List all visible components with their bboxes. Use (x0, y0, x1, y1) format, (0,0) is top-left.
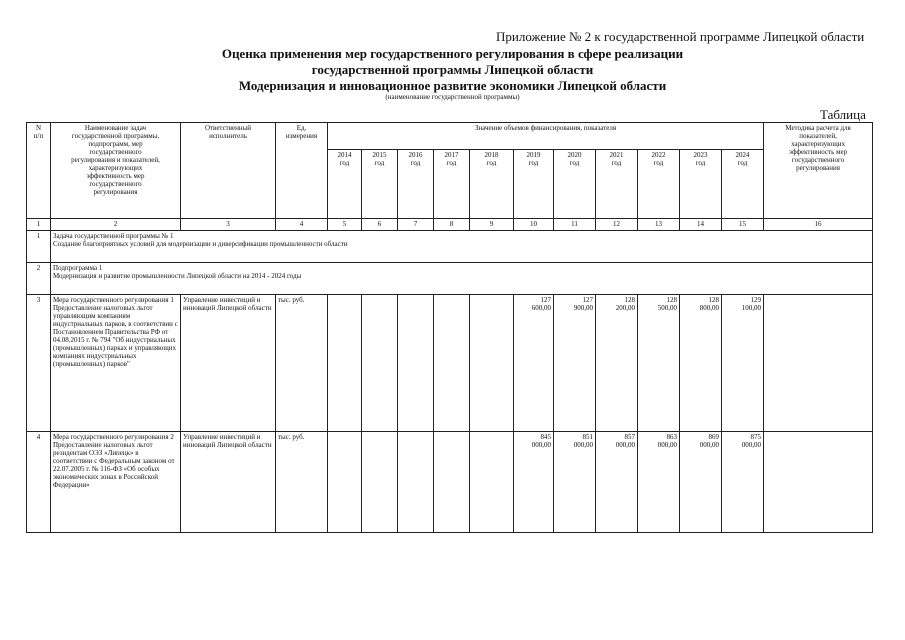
document-title-line-1: Оценка применения мер государственного регулирования в сфере реализации (221, 46, 684, 61)
col-number: 10 (514, 219, 554, 231)
value-2024: 875 000,00 (722, 432, 764, 533)
value-2016 (398, 432, 434, 533)
value-2024: 129 100,00 (722, 295, 764, 432)
year-2021: 2021 год (596, 150, 638, 219)
unit-of-measure: тыс. руб. (276, 432, 328, 533)
table-row (27, 263, 873, 295)
value-2015 (362, 295, 398, 432)
year-2019: 2019 год (514, 150, 554, 219)
col-number: 2 (51, 219, 181, 231)
value-2017 (434, 432, 470, 533)
value-2022: 863 000,00 (638, 432, 680, 533)
col-number: 16 (764, 219, 873, 231)
year-2024: 2024 год (722, 150, 764, 219)
value-2014 (328, 295, 362, 432)
year-2014: 2014 год (328, 150, 362, 219)
col-number: 13 (638, 219, 680, 231)
value-2020: 851 000,00 (554, 432, 596, 533)
year-2018: 2018 год (470, 150, 514, 219)
year-2022: 2022 год (638, 150, 680, 219)
col-number: 12 (596, 219, 638, 231)
program-name: Модернизация и инновационное развитие экономики Липецкой области (238, 78, 667, 93)
subprogram-section-text: Подпрограмма 1 Модернизация и развитие промышленности Липецкой области на 2014 - 2024 годы (51, 263, 873, 295)
col-header-name: Наименование задач государственной программы, подпрограмм, мер государственного регулирования и показателей, характеризующих эффективность мер государственного регулирования (51, 123, 181, 219)
col-number: 7 (398, 219, 434, 231)
row-number: 1 (27, 231, 51, 263)
measure-name: Мера государственного регулирования 2 Предоставление налоговых льгот резидентам ОЭЗ «Липецк» в соответствии с Федеральным законом от 22.07.2005 г. № 116-ФЗ «Об особых экономических зонах в Российской Федерации» (51, 432, 181, 533)
value-2018 (470, 295, 514, 432)
col-number: 11 (554, 219, 596, 231)
year-2020: 2020 год (554, 150, 596, 219)
value-2014 (328, 432, 362, 533)
col-header-method: Методика расчета для показателей, характеризующих эффективность мер государственного регулирования (764, 123, 873, 219)
col-number: 9 (470, 219, 514, 231)
responsible-executor: Управление инвестиций и инноваций Липецкой области (181, 432, 276, 533)
year-2015: 2015 год (362, 150, 398, 219)
col-number: 6 (362, 219, 398, 231)
col-number: 15 (722, 219, 764, 231)
unit-of-measure: тыс. руб. (276, 295, 328, 432)
value-2019: 845 000,00 (514, 432, 554, 533)
method-cell (764, 432, 873, 533)
col-header-number: N п/п (27, 123, 51, 219)
table-label: Таблица (820, 107, 866, 122)
col-number: 3 (181, 219, 276, 231)
col-number: 14 (680, 219, 722, 231)
col-header-responsible: Ответственный исполнитель (181, 123, 276, 219)
value-2016 (398, 295, 434, 432)
value-2015 (362, 432, 398, 533)
value-2021: 857 000,00 (596, 432, 638, 533)
regulation-measures-table (26, 122, 873, 533)
col-header-unit: Ед. измерения (276, 123, 328, 219)
table-row (27, 432, 873, 533)
table-row (27, 295, 873, 432)
table-row (27, 231, 873, 263)
value-2017 (434, 295, 470, 432)
row-number: 3 (27, 295, 51, 432)
col-number: 1 (27, 219, 51, 231)
measure-name: Мера государственного регулирования 1 Предоставление налоговых льгот управляющим компаниям индустриальных парков, в соответствии с Постановлением Правительства РФ от 04.08.2015 г. № 794 "Об индустриальных (промышленных) парках и управляющих компаниях индустриальных (промышленных) парков" (51, 295, 181, 432)
col-number: 5 (328, 219, 362, 231)
year-2016: 2016 год (398, 150, 434, 219)
value-2021: 128 200,00 (596, 295, 638, 432)
year-2023: 2023 год (680, 150, 722, 219)
task-section-text: Задача государственной программы № 1 Создание благоприятных условий для модернизации и диверсификации промышленности области (51, 231, 873, 263)
value-2023: 869 000,00 (680, 432, 722, 533)
appendix-note: Приложение № 2 к государственной программе Липецкой области (496, 29, 865, 44)
method-cell (764, 295, 873, 432)
value-2023: 128 800,00 (680, 295, 722, 432)
program-name-caption: (наименование государственной программы) (385, 93, 520, 101)
document-title-line-2: государственной программы Липецкой области (311, 62, 594, 77)
col-header-values: Значение объемов финансирования, показателя (328, 123, 764, 150)
col-number: 8 (434, 219, 470, 231)
value-2022: 128 500,00 (638, 295, 680, 432)
col-number: 4 (276, 219, 328, 231)
row-number: 4 (27, 432, 51, 533)
value-2019: 127 600,00 (514, 295, 554, 432)
row-number: 2 (27, 263, 51, 295)
value-2018 (470, 432, 514, 533)
value-2020: 127 900,00 (554, 295, 596, 432)
responsible-executor: Управление инвестиций и инноваций Липецкой области (181, 295, 276, 432)
year-2017: 2017 год (434, 150, 470, 219)
